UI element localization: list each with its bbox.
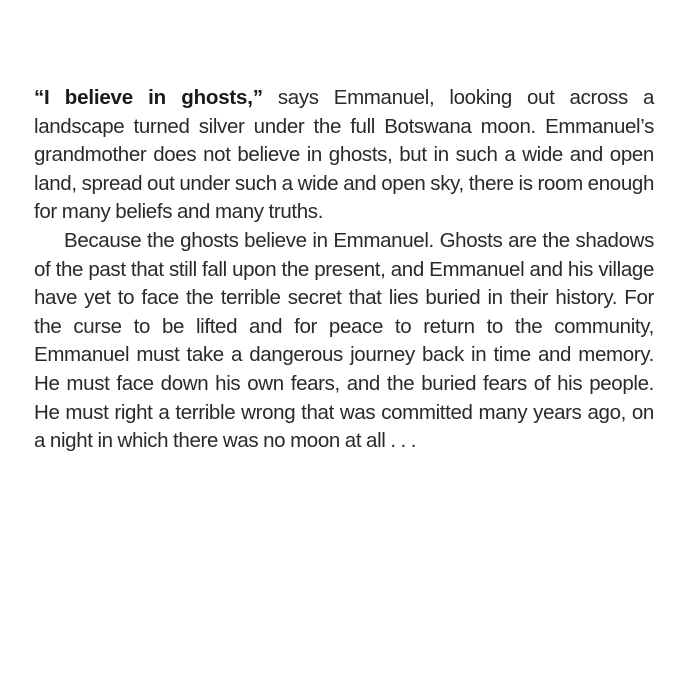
opening-quote: “I believe in ghosts,” — [34, 86, 263, 109]
paragraph-2: Because the ghosts believe in Emmanuel. Ghosts are the shadows of the past that still fall upon the present, and Emmanuel and his village have yet to face the terrible secret that lies buried in their history. For the curse to be lifted and for peace to return to the community, Emmanuel must take a dangerous journey back in time and memory. He must face down his own fears, and the buried fears of his people. He must right a terrible wrong that was committed many years ago, on a night in which there was no moon at all . . . — [34, 228, 654, 453]
paragraph-1-body: says Emmanuel, looking out across a landscape turned silver under the full Botswana moon. Emmanuel’s grandmother does not believe in ghosts, but in such a wide and open land, spread out under such a wide and open sky, there is room enough for many beliefs and many truths. — [34, 86, 654, 224]
blurb-text — [34, 84, 654, 456]
paragraph-1 — [34, 84, 654, 227]
